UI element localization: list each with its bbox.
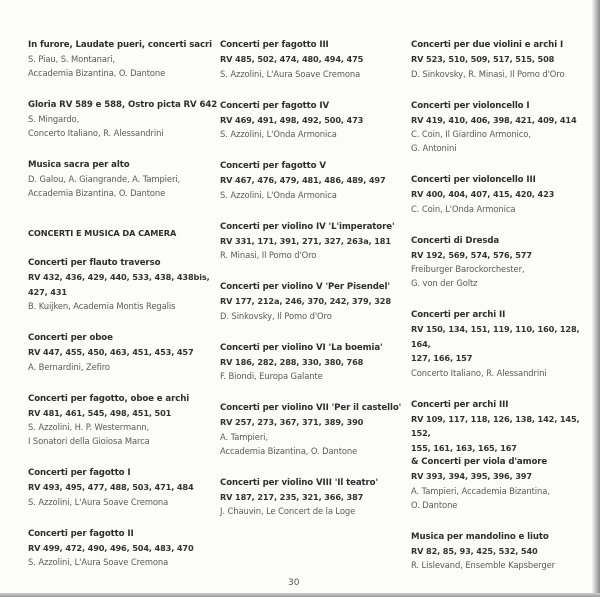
catalog-entry [411,234,591,291]
entry-title: Concerti per violoncello I [411,100,530,111]
catalog-entry [411,38,591,81]
performers: F. Biondi, Europa Galante [220,371,323,381]
performers: B. Kuijken, Academia Montis Regalis [28,301,176,311]
rv-numbers: RV 485, 502, 474, 480, 494, 475 [220,54,364,64]
page-number: 30 [288,578,300,588]
entry-title: In furore, Laudate pueri, concerti sacri [28,40,212,50]
catalog-entry [220,476,405,519]
performers: S. Azzolini, L'Onda Armonica [220,189,337,200]
performers: C. Coin, L'Onda Armonica [411,203,516,214]
rv-numbers: RV 481, 461, 545, 498, 451, 501 [28,407,172,418]
entry-title: Concerti per fagotto, oboe e archi [28,393,190,404]
entry-title: Concerti per fagotto II [28,528,134,539]
performers: S. Mingardo, [28,114,80,124]
catalog-entry [28,256,218,313]
entry-title: Gloria RV 589 e 588, Ostro picta RV 642 [28,100,218,110]
entry-title: Concerti per archi III [411,399,509,410]
rv-numbers: 155, 161, 163, 165, 167 [411,442,517,453]
rv-numbers: 127, 166, 157 [411,353,473,363]
rv-numbers: RV 150, 134, 151, 119, 110, 160, 128, 164, [411,324,580,349]
performers: G. Antonini [411,143,457,153]
performers: S. Azzolini, L'Onda Armonica [220,129,337,139]
entry-title: Concerti per flauto traverso [28,258,161,268]
rv-numbers: 427, 431 [28,286,67,297]
performers: A. Tampieri, Accademia Bizantina, [411,485,550,496]
catalog-entry [411,398,591,512]
catalog-entry [28,158,218,200]
page-bottom-edge [0,593,600,597]
rv-numbers: RV 493, 495, 477, 488, 503, 471, 484 [28,482,194,492]
catalog-entry [220,341,405,384]
performers: C. Coin, Il Giardino Armonico, [411,129,531,139]
entry-title: Concerti per violino VIII 'Il teatro' [220,477,379,488]
catalog-entry [28,392,218,449]
rv-numbers: RV 447, 455, 450, 463, 451, 453, 457 [28,347,194,357]
performers: Concerto Italiano, R. Alessandrini [28,128,164,138]
rv-numbers: RV 469, 491, 498, 492, 500, 473 [220,114,364,125]
performers: Accademia Bizantina, O. Dantone [220,445,358,456]
entry-title: Concerti per violino VII 'Per il castello' [220,403,402,413]
rv-numbers: RV 400, 404, 407, 415, 420, 423 [411,189,555,199]
catalog-entry [411,173,591,216]
performers: S. Azzolini, L'Aura Soave Cremona [220,68,361,79]
page-edge-shadow [592,0,600,597]
entry-title: Concerti per oboe [28,333,113,343]
catalog-entry [411,530,591,573]
rv-numbers: RV 109, 117, 118, 126, 138, 142, 145, 152, [411,413,580,438]
rv-numbers: RV 393, 394, 395, 396, 397 [411,471,532,481]
entry-title: Musica sacra per alto [28,160,130,170]
performers: R. Lislevand, Ensemble Kapsberger [411,560,555,570]
performers: D. Sinkovsky, R. Minasi, Il Pomo d'Oro [411,68,565,79]
performers: S. Azzolini, H. P. Westermann, [28,422,150,432]
entry-title: Concerti per violino VI 'La boemia' [220,342,383,353]
entry-title: Concerti per fagotto I [28,468,131,478]
section-heading: CONCERTI E MUSICA DA CAMERA [28,228,177,238]
performers: A. Bernardini, Zefiro [28,361,110,372]
performers: J. Chauvin, Le Concert de la Loge [220,506,356,516]
entry-title: Concerti per fagotto IV [220,100,329,111]
rv-numbers: RV 186, 282, 288, 330, 380, 768 [220,356,364,367]
performers: Accademia Bizantina, O. Dantone [28,188,166,198]
catalog-entry [28,38,218,80]
performers: S. Azzolini, L'Aura Soave Cremona [28,557,169,567]
rv-numbers: RV 192, 569, 574, 576, 577 [411,249,532,260]
rv-numbers: RV 187, 217, 235, 321, 366, 387 [220,491,364,502]
performers: D. Galou, A. Giangrande, A. Tampieri, [28,174,181,184]
performers: I Sonatori della Gioiosa Marca [28,436,150,446]
rv-numbers: RV 331, 171, 391, 271, 327, 263a, 181 [220,235,391,246]
rv-numbers: RV 419, 410, 406, 398, 421, 409, 414 [411,114,577,125]
entry-title: Concerti per violino V 'Per Pisendel' [220,282,390,292]
column-3 [411,38,591,590]
catalog-entry [28,331,218,374]
entry-title: Concerti per violoncello III [411,175,536,185]
rv-numbers: RV 257, 273, 367, 371, 389, 390 [220,417,364,427]
performers: A. Tampieri, [220,431,268,442]
performers: Concerto Italiano, R. Alessandrini [411,367,547,378]
catalog-entry [220,38,405,81]
column-1 [28,38,218,587]
rv-numbers: RV 432, 436, 429, 440, 533, 438, 438bis, [28,272,210,282]
rv-numbers: RV 499, 472, 490, 496, 504, 483, 470 [28,542,194,553]
performers: D. Sinkovsky, Il Pomo d'Oro [220,310,332,321]
rv-numbers: RV 523, 510, 509, 517, 515, 508 [411,54,555,64]
catalog-entry [28,466,218,509]
entry-subtitle: & Concerti per viola d'amore [411,457,548,467]
rv-numbers: RV 467, 476, 479, 481, 486, 489, 497 [220,175,386,185]
catalog-entry [220,159,405,202]
catalog-entry [411,308,591,380]
entry-title: Concerti per fagotto III [220,40,329,50]
performers: O. Dantone [411,499,458,510]
performers: Freiburger Barockorchester, [411,264,525,274]
catalog-entry [28,527,218,570]
entry-title: Concerti per due violini e archi I [411,40,564,50]
entry-title: Concerti per fagotto V [220,161,326,171]
performers: S. Azzolini, L'Aura Soave Cremona [28,496,169,507]
catalog-entry [220,220,405,263]
catalog-entry [28,98,218,140]
rv-numbers: RV 82, 85, 93, 425, 532, 540 [411,545,538,556]
entry-title: Concerti per archi II [411,310,506,320]
entry-title: Musica per mandolino e liuto [411,531,549,542]
rv-numbers: RV 177, 212a, 246, 370, 242, 379, 328 [220,296,391,306]
column-2 [220,38,405,536]
entry-title: Concerti di Dresda [411,235,500,246]
performers: S. Piau, S. Montanari, [28,54,115,64]
catalog-entry [411,99,591,156]
catalog-entry [220,280,405,323]
catalog-entry [220,401,405,458]
performers: G. von der Goltz [411,278,478,288]
entry-title: Concerti per violino IV 'L'imperatore' [220,221,395,232]
performers: R. Minasi, Il Pomo d'Oro [220,250,317,260]
catalog-entry [220,99,405,142]
performers: Accademia Bizantina, O. Dantone [28,68,166,78]
